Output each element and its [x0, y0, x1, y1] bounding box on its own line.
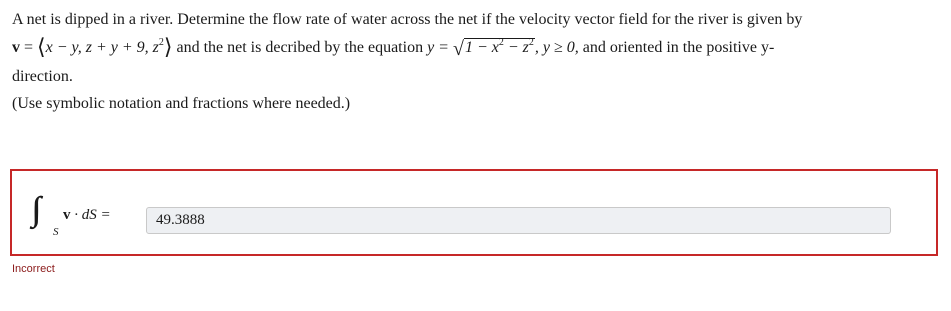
- question-line-2-suffix: and oriented in the positive y-: [582, 39, 775, 56]
- answer-box: [10, 169, 938, 256]
- velocity-symbol: v: [12, 39, 20, 56]
- condition: , y ≥ 0,: [534, 39, 579, 56]
- feedback-status: Incorrect: [12, 263, 55, 275]
- question-line-3: direction.: [12, 68, 73, 85]
- integral-subscript: S: [53, 226, 59, 238]
- question-text: [12, 6, 942, 90]
- question-line-2: v = ⟨x − y, z + y + 9, $z^2⟩$ and the net is decribed by the equation $y = √1 - x^2 - z^2$, y ≥ 0, and oriented in the positive y-: [12, 33, 942, 63]
- sqrt-expression: $√1 - x^2 - z^2$: [452, 37, 534, 60]
- equation-y: y =: [427, 39, 453, 56]
- velocity-field: x − y, z + y + 9, z: [45, 39, 159, 56]
- question-line-2-prefix: and the net is decribed by the equation: [172, 39, 428, 56]
- surface-integral-label: S v · dS =: [53, 207, 111, 238]
- notation-hint: (Use symbolic notation and fractions where needed.): [12, 95, 351, 112]
- answer-input[interactable]: 49.3888: [146, 207, 891, 234]
- question-line-1: A net is dipped in a river. Determine the flow rate of water across the net if the velocity vector field for the river is given by: [12, 11, 803, 28]
